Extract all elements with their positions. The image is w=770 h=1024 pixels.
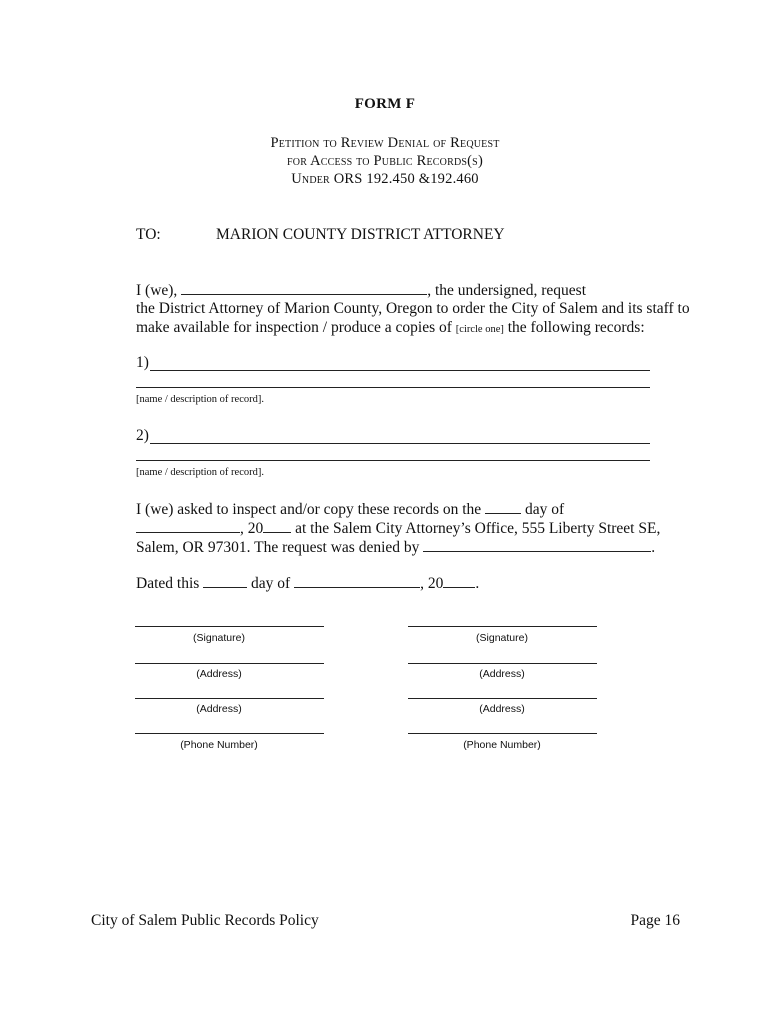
right-address-line-1[interactable] (408, 663, 597, 664)
right-signature-line[interactable] (408, 626, 597, 627)
request-line-3-prefix: make available for inspection / produce a copies of (136, 319, 452, 336)
denial-line-1-suffix: day of (524, 501, 565, 518)
dated-mid-1: day of (251, 575, 291, 592)
left-signature-label: (Signature) (193, 632, 245, 644)
denied-by-blank[interactable] (423, 538, 651, 552)
left-address-line-1[interactable] (135, 663, 324, 664)
denial-line-3-prefix: Salem, OR 97301. The request was denied by (136, 539, 420, 556)
circle-one-note: [circle one] (455, 324, 504, 335)
record-1-number: 1) (136, 354, 149, 371)
footer-page-number: Page 16 (630, 912, 680, 929)
dated-mid-2: , 20 (420, 575, 444, 592)
record-2-number: 2) (136, 427, 149, 444)
record-2-caption: [name / description of record]. (136, 467, 264, 478)
dated-prefix: Dated this (136, 575, 200, 592)
denial-day-blank[interactable] (485, 500, 521, 514)
dated-suffix: . (475, 575, 480, 592)
request-line-1-suffix: , the undersigned, request (427, 282, 587, 299)
right-address-line-2[interactable] (408, 698, 597, 699)
form-subtitle-line-2: for Access to Public Records(s) (287, 153, 483, 169)
denial-line-2 (136, 519, 660, 538)
request-line-1-prefix: I (we), (136, 282, 178, 299)
footer-policy-title: City of Salem Public Records Policy (91, 912, 319, 929)
left-phone-line[interactable] (135, 733, 324, 734)
record-2-line-1[interactable] (150, 443, 650, 444)
request-line-3 (136, 319, 645, 337)
dated-day-blank[interactable] (203, 574, 247, 588)
left-address-line-2[interactable] (135, 698, 324, 699)
left-address-label-2: (Address) (196, 703, 242, 715)
form-subtitle-line-1: Petition to Review Denial of Request (270, 135, 500, 151)
record-1-line-2[interactable] (136, 387, 650, 388)
left-phone-label: (Phone Number) (180, 739, 258, 751)
denial-line-2-mid: , 20 (240, 520, 264, 537)
to-value: MARION COUNTY DISTRICT ATTORNEY (216, 226, 505, 243)
denial-line-3-suffix: . (651, 539, 656, 556)
to-label: TO: (136, 226, 161, 243)
record-1-line-1[interactable] (150, 370, 650, 371)
dated-year-blank[interactable] (443, 574, 475, 588)
request-line-1 (136, 281, 586, 300)
request-line-3-suffix: the following records: (507, 319, 645, 336)
form-title: FORM F (354, 96, 416, 112)
form-subtitle-line-3: Under ORS 192.450 &192.460 (291, 171, 479, 187)
left-address-label-1: (Address) (196, 668, 242, 680)
requester-name-blank[interactable] (181, 281, 427, 295)
denial-year-blank[interactable] (263, 519, 291, 533)
dated-month-blank[interactable] (294, 574, 420, 588)
right-phone-label: (Phone Number) (463, 739, 541, 751)
right-address-label-2: (Address) (479, 703, 525, 715)
denial-line-1 (136, 500, 564, 519)
denial-month-blank[interactable] (136, 519, 240, 533)
right-signature-label: (Signature) (476, 632, 528, 644)
record-1-caption: [name / description of record]. (136, 394, 264, 405)
denial-line-2-suffix: at the Salem City Attorney’s Office, 555 Liberty Street SE, (295, 520, 661, 537)
dated-line (136, 574, 479, 593)
right-phone-line[interactable] (408, 733, 597, 734)
denial-line-1-prefix: I (we) asked to inspect and/or copy these records on the (136, 501, 482, 518)
request-line-2: the District Attorney of Marion County, Oregon to order the City of Salem and its staff to (136, 300, 690, 317)
left-signature-line[interactable] (135, 626, 324, 627)
right-address-label-1: (Address) (479, 668, 525, 680)
record-2-line-2[interactable] (136, 460, 650, 461)
denial-line-3 (136, 538, 655, 557)
